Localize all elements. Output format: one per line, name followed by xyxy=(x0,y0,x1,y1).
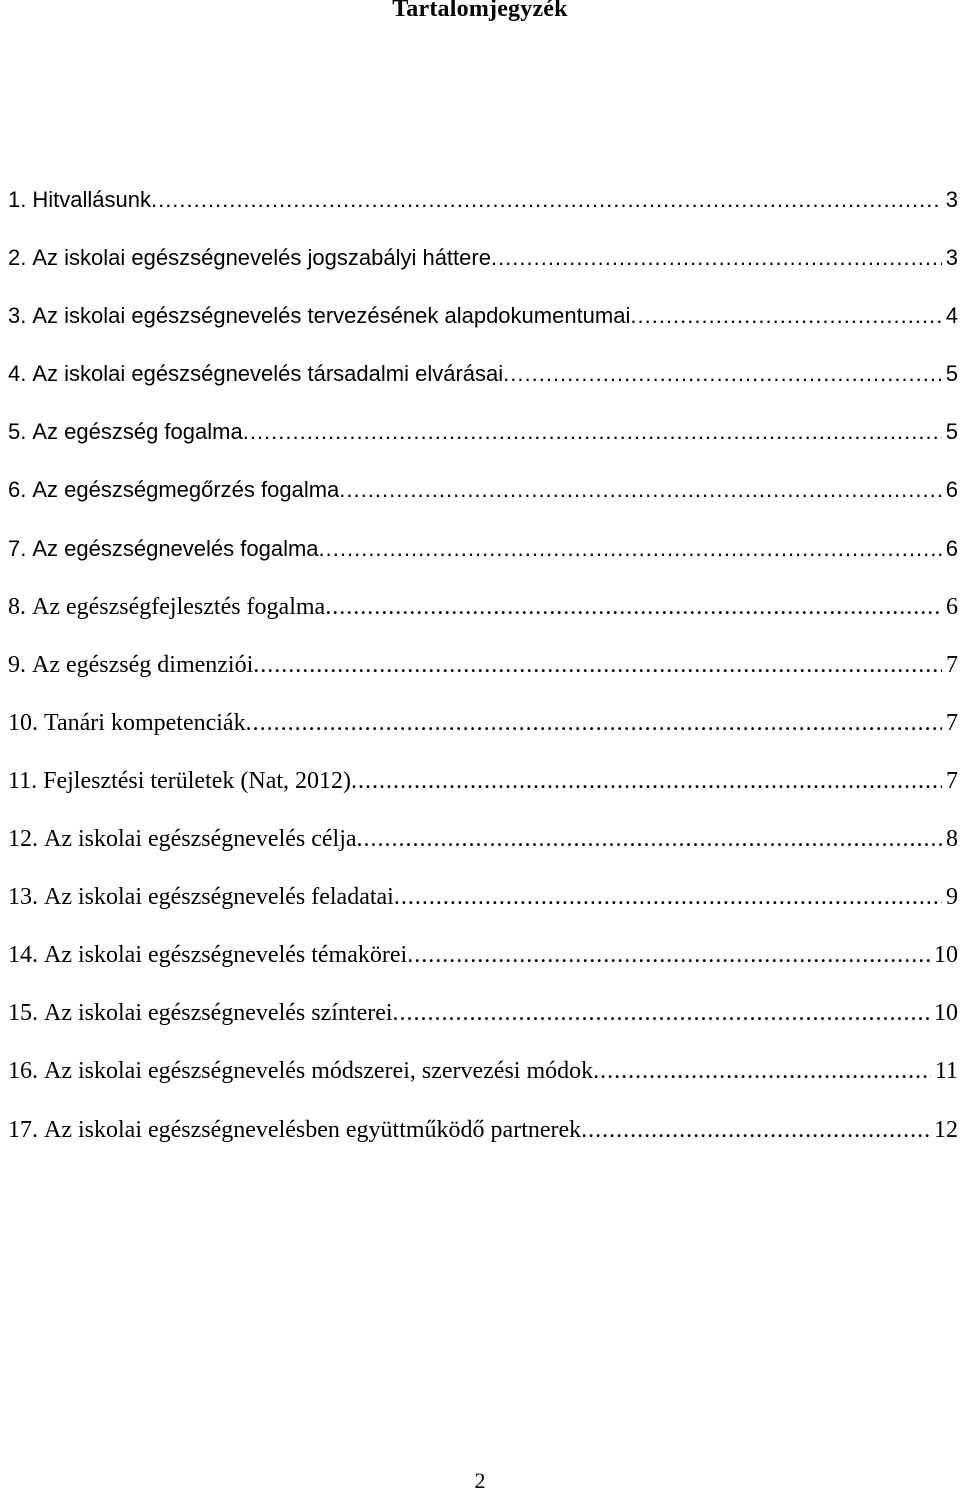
toc-entry-page: 3 xyxy=(945,187,958,212)
page-title: Tartalomjegyzék xyxy=(392,0,568,22)
toc-entry-page: 5 xyxy=(945,361,958,387)
toc-entry-number: 1. xyxy=(8,187,27,212)
toc-entry-page: 6 xyxy=(945,535,958,561)
toc-entry-title: Az iskolai egészségnevelésben együttműködő partnerek xyxy=(44,1116,582,1143)
toc-entry-13[interactable] xyxy=(8,877,958,917)
toc-entry-page: 7 xyxy=(946,651,958,678)
toc-entry-number: 2. xyxy=(8,245,27,271)
toc-entry-title: Az egészségnevelés fogalma xyxy=(32,535,319,561)
toc-entry-page: 8 xyxy=(946,826,958,853)
toc-entry-2[interactable] xyxy=(8,238,958,278)
toc-dot-leader xyxy=(339,470,941,510)
toc-dot-leader xyxy=(593,1051,931,1091)
toc-entry-title: Az egészségmegőrzés fogalma xyxy=(32,477,340,503)
toc-entry-number: 15. xyxy=(8,1000,38,1027)
toc-entry-4[interactable] xyxy=(8,354,958,394)
toc-entry-11[interactable] xyxy=(8,761,958,801)
toc-entry-number: 6. xyxy=(8,477,27,503)
toc-dot-leader xyxy=(319,529,942,569)
toc-entry-number: 3. xyxy=(8,303,27,329)
table-of-contents xyxy=(8,180,958,1168)
toc-entry-9[interactable] xyxy=(8,645,958,685)
toc-dot-leader xyxy=(630,296,941,336)
toc-entry-number: 13. xyxy=(8,884,38,911)
toc-entry-number: 17. xyxy=(8,1116,38,1143)
toc-entry-title: Az iskolai egészségnevelés feladatai xyxy=(44,884,394,911)
toc-entry-10[interactable] xyxy=(8,703,958,743)
toc-entry-number: 7. xyxy=(8,535,27,561)
toc-entry-title: Az iskolai egészségnevelés módszerei, szervezési módok xyxy=(44,1058,594,1085)
toc-dot-leader xyxy=(503,354,942,394)
toc-dot-leader xyxy=(393,993,930,1033)
toc-entry-5[interactable] xyxy=(8,412,958,452)
toc-entry-page: 3 xyxy=(945,245,958,271)
toc-entry-page: 10 xyxy=(934,942,958,969)
toc-entry-17[interactable] xyxy=(8,1110,958,1150)
toc-dot-leader xyxy=(151,180,942,220)
toc-entry-number: 10. xyxy=(8,709,38,736)
toc-entry-page: 4 xyxy=(945,303,958,329)
toc-entry-title: Az iskolai egészségnevelés tervezésének alapdokumentumai xyxy=(32,303,631,329)
toc-dot-leader xyxy=(581,1110,930,1150)
toc-dot-leader xyxy=(491,238,942,278)
toc-entry-number: 8. xyxy=(8,593,26,620)
toc-entry-page: 12 xyxy=(934,1116,958,1143)
toc-entry-title: Tanári kompetenciák xyxy=(44,709,246,736)
toc-entry-14[interactable] xyxy=(8,935,958,975)
toc-entry-page: 7 xyxy=(946,767,958,794)
toc-dot-leader xyxy=(351,761,942,801)
toc-entry-title: Az iskolai egészségnevelés társadalmi elvárásai xyxy=(32,361,504,387)
toc-entry-7[interactable] xyxy=(8,529,958,569)
toc-entry-8[interactable] xyxy=(8,587,958,627)
toc-entry-number: 16. xyxy=(8,1058,38,1085)
toc-entry-number: 11. xyxy=(8,767,38,794)
toc-entry-title: Az iskolai egészségnevelés célja xyxy=(44,826,357,853)
toc-entry-title: Hitvallásunk xyxy=(32,187,151,212)
toc-entry-title: Az iskolai egészségnevelés témakörei xyxy=(44,942,408,969)
toc-entry-title: Az iskolai egészségnevelés jogszabályi háttere xyxy=(32,245,491,271)
toc-dot-leader xyxy=(357,819,942,859)
toc-entry-15[interactable] xyxy=(8,993,958,1033)
toc-entry-page: 5 xyxy=(945,419,958,445)
toc-entry-title: Az iskolai egészségnevelés színterei xyxy=(44,1000,393,1027)
toc-entry-page: 6 xyxy=(945,477,958,503)
page-number: 2 xyxy=(474,1468,486,1493)
toc-entry-number: 14. xyxy=(8,942,38,969)
toc-entry-number: 12. xyxy=(8,826,38,853)
toc-entry-number: 5. xyxy=(8,419,27,445)
toc-dot-leader xyxy=(394,877,942,917)
toc-dot-leader xyxy=(325,587,942,627)
toc-dot-leader xyxy=(407,935,930,975)
toc-entry-page: 6 xyxy=(946,593,958,620)
toc-entry-title: Fejlesztési területek (Nat, 2012) xyxy=(43,767,352,794)
toc-entry-page: 7 xyxy=(946,709,958,736)
toc-entry-title: Az egészségfejlesztés fogalma xyxy=(32,593,326,620)
toc-dot-leader xyxy=(253,645,942,685)
toc-entry-title: Az egészség dimenziói xyxy=(32,651,254,678)
toc-entry-page: 10 xyxy=(934,1000,958,1027)
toc-entry-3[interactable] xyxy=(8,296,958,336)
toc-dot-leader xyxy=(246,703,942,743)
toc-entry-1[interactable] xyxy=(8,180,958,220)
toc-entry-12[interactable] xyxy=(8,819,958,859)
toc-entry-page: 9 xyxy=(946,884,958,911)
toc-entry-page: 11 xyxy=(934,1058,958,1085)
toc-entry-number: 4. xyxy=(8,361,27,387)
toc-entry-title: Az egészség fogalma xyxy=(32,419,243,445)
toc-entry-number: 9. xyxy=(8,651,26,678)
toc-dot-leader xyxy=(243,412,942,452)
toc-entry-6[interactable] xyxy=(8,470,958,510)
toc-entry-16[interactable] xyxy=(8,1051,958,1091)
